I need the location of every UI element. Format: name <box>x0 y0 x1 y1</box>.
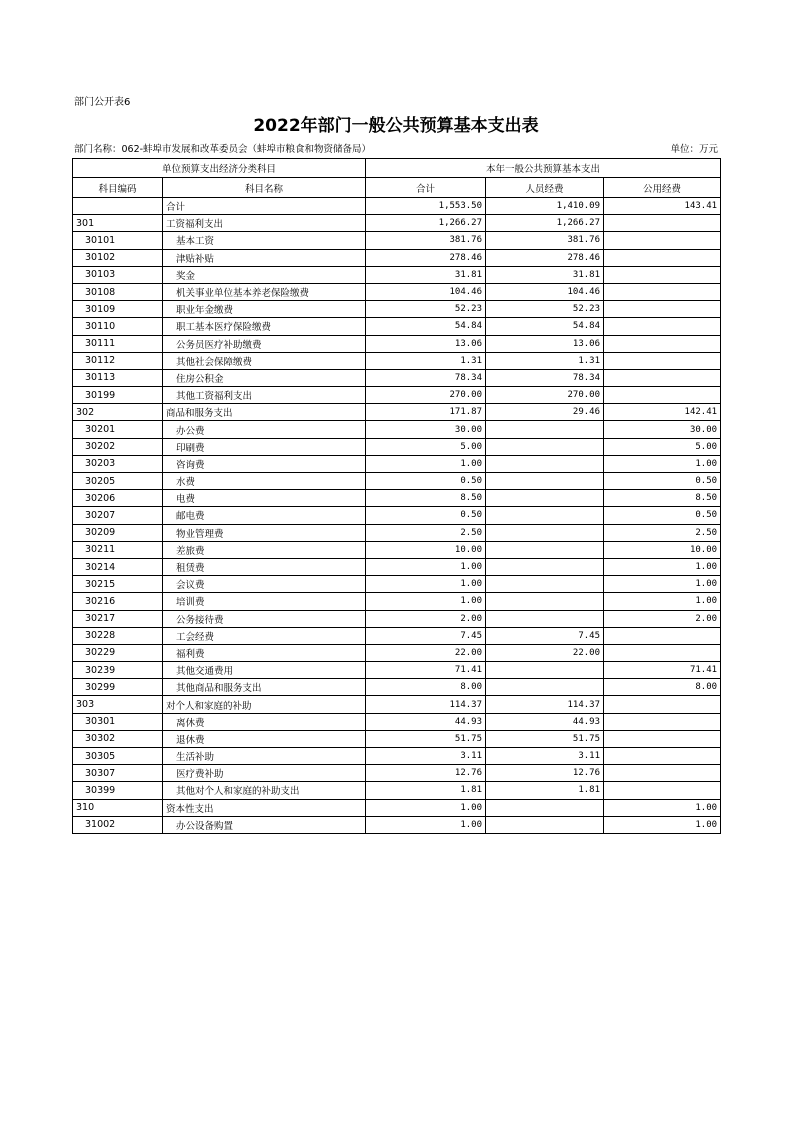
row-name: 福利费 <box>163 644 366 661</box>
row-public: 71.41 <box>604 662 721 679</box>
row-personnel: 51.75 <box>486 730 604 747</box>
column-header-total: 合计 <box>366 178 486 198</box>
row-personnel: 54.84 <box>486 318 604 335</box>
row-personnel <box>486 524 604 541</box>
row-personnel <box>486 490 604 507</box>
row-public <box>604 335 721 352</box>
table-row <box>73 748 721 765</box>
row-code: 30113 <box>73 369 163 386</box>
row-code: 301 <box>73 215 163 232</box>
table-row <box>73 421 721 438</box>
row-name: 邮电费 <box>163 507 366 524</box>
row-personnel <box>486 662 604 679</box>
row-name: 公务接待费 <box>163 610 366 627</box>
table-row <box>73 541 721 558</box>
row-public <box>604 765 721 782</box>
row-total: 13.06 <box>366 335 486 352</box>
table-row <box>73 679 721 696</box>
row-personnel: 114.37 <box>486 696 604 713</box>
row-public: 1.00 <box>604 816 721 833</box>
row-code: 30207 <box>73 507 163 524</box>
row-name: 资本性支出 <box>163 799 366 816</box>
row-code: 30110 <box>73 318 163 335</box>
row-name: 培训费 <box>163 593 366 610</box>
row-code: 31002 <box>73 816 163 833</box>
row-code: 30305 <box>73 748 163 765</box>
row-total: 1.00 <box>366 816 486 833</box>
table-row <box>73 593 721 610</box>
unit-label: 单位：万元 <box>670 144 718 155</box>
row-public <box>604 249 721 266</box>
table-row <box>73 249 721 266</box>
row-code: 30206 <box>73 490 163 507</box>
table-row <box>73 799 721 816</box>
row-public <box>604 232 721 249</box>
row-name: 工资福利支出 <box>163 215 366 232</box>
row-personnel: 22.00 <box>486 644 604 661</box>
row-code: 30228 <box>73 627 163 644</box>
row-personnel: 44.93 <box>486 713 604 730</box>
row-total: 278.46 <box>366 249 486 266</box>
row-total: 1.00 <box>366 799 486 816</box>
row-public: 30.00 <box>604 421 721 438</box>
table-row <box>73 507 721 524</box>
table-body <box>73 198 721 834</box>
row-code: 30111 <box>73 335 163 352</box>
table-row <box>73 369 721 386</box>
table-row <box>73 765 721 782</box>
row-total: 51.75 <box>366 730 486 747</box>
row-public <box>604 782 721 799</box>
row-public <box>604 301 721 318</box>
table-row <box>73 301 721 318</box>
row-total: 10.00 <box>366 541 486 558</box>
row-name: 咨询费 <box>163 455 366 472</box>
row-public: 142.41 <box>604 404 721 421</box>
row-total: 44.93 <box>366 713 486 730</box>
row-name: 职工基本医疗保险缴费 <box>163 318 366 335</box>
row-name: 其他对个人和家庭的补助支出 <box>163 782 366 799</box>
row-personnel: 13.06 <box>486 335 604 352</box>
row-name: 公务员医疗补助缴费 <box>163 335 366 352</box>
department-name: 部门名称：062-蚌埠市发展和改革委员会（蚌埠市粮食和物资储备局） <box>74 144 372 155</box>
table-row <box>73 455 721 472</box>
table-row <box>73 318 721 335</box>
row-total: 0.50 <box>366 507 486 524</box>
row-public <box>604 748 721 765</box>
row-public: 0.50 <box>604 473 721 490</box>
row-name: 会议费 <box>163 576 366 593</box>
row-code: 30214 <box>73 558 163 575</box>
row-name: 商品和服务支出 <box>163 404 366 421</box>
row-personnel: 278.46 <box>486 249 604 266</box>
row-personnel: 12.76 <box>486 765 604 782</box>
row-name: 其他工资福利支出 <box>163 387 366 404</box>
row-code: 30217 <box>73 610 163 627</box>
row-public: 2.00 <box>604 610 721 627</box>
row-code: 310 <box>73 799 163 816</box>
row-code: 30108 <box>73 283 163 300</box>
row-total: 171.87 <box>366 404 486 421</box>
row-public: 5.00 <box>604 438 721 455</box>
row-code: 30216 <box>73 593 163 610</box>
row-code: 30203 <box>73 455 163 472</box>
row-code <box>73 198 163 215</box>
row-personnel <box>486 455 604 472</box>
header-group-left: 单位预算支出经济分类科目 <box>73 159 366 178</box>
row-personnel <box>486 558 604 575</box>
row-total: 12.76 <box>366 765 486 782</box>
form-label: 部门公开表6 <box>74 97 131 108</box>
row-public <box>604 387 721 404</box>
row-code: 30307 <box>73 765 163 782</box>
row-name: 办公设备购置 <box>163 816 366 833</box>
table-row <box>73 558 721 575</box>
row-personnel: 1,410.09 <box>486 198 604 215</box>
row-code: 30209 <box>73 524 163 541</box>
row-public <box>604 215 721 232</box>
table-row <box>73 232 721 249</box>
table-row <box>73 730 721 747</box>
row-personnel: 270.00 <box>486 387 604 404</box>
row-total: 2.50 <box>366 524 486 541</box>
row-total: 1.00 <box>366 558 486 575</box>
row-name: 机关事业单位基本养老保险缴费 <box>163 283 366 300</box>
row-public: 0.50 <box>604 507 721 524</box>
row-total: 0.50 <box>366 473 486 490</box>
table-row <box>73 662 721 679</box>
header-group-row <box>73 159 721 178</box>
column-header-personnel: 人员经费 <box>486 178 604 198</box>
row-public: 1.00 <box>604 558 721 575</box>
row-name: 其他交通费用 <box>163 662 366 679</box>
row-total: 1,553.50 <box>366 198 486 215</box>
row-total: 381.76 <box>366 232 486 249</box>
row-name: 工会经费 <box>163 627 366 644</box>
row-public: 1.00 <box>604 799 721 816</box>
table-row <box>73 335 721 352</box>
row-name: 生活补助 <box>163 748 366 765</box>
row-personnel: 52.23 <box>486 301 604 318</box>
row-code: 30202 <box>73 438 163 455</box>
row-code: 30399 <box>73 782 163 799</box>
table-row <box>73 644 721 661</box>
row-total: 22.00 <box>366 644 486 661</box>
row-personnel: 7.45 <box>486 627 604 644</box>
row-public <box>604 266 721 283</box>
row-personnel: 381.76 <box>486 232 604 249</box>
row-code: 302 <box>73 404 163 421</box>
row-public: 143.41 <box>604 198 721 215</box>
row-name: 印刷费 <box>163 438 366 455</box>
row-code: 303 <box>73 696 163 713</box>
header-group-right: 本年一般公共预算基本支出 <box>366 159 721 178</box>
row-public: 10.00 <box>604 541 721 558</box>
row-name: 职业年金缴费 <box>163 301 366 318</box>
row-public: 1.00 <box>604 576 721 593</box>
row-total: 30.00 <box>366 421 486 438</box>
row-name: 住房公积金 <box>163 369 366 386</box>
table-row <box>73 438 721 455</box>
row-code: 30302 <box>73 730 163 747</box>
row-code: 30112 <box>73 352 163 369</box>
row-name: 水费 <box>163 473 366 490</box>
table-row <box>73 627 721 644</box>
row-code: 30215 <box>73 576 163 593</box>
row-name: 津贴补贴 <box>163 249 366 266</box>
row-personnel <box>486 679 604 696</box>
row-public: 8.00 <box>604 679 721 696</box>
row-total: 8.50 <box>366 490 486 507</box>
row-name: 退休费 <box>163 730 366 747</box>
row-personnel: 78.34 <box>486 369 604 386</box>
row-personnel: 1.31 <box>486 352 604 369</box>
row-code: 30205 <box>73 473 163 490</box>
row-personnel <box>486 610 604 627</box>
row-total: 1.00 <box>366 455 486 472</box>
row-public <box>604 644 721 661</box>
row-personnel <box>486 541 604 558</box>
budget-table <box>72 158 721 834</box>
row-public <box>604 730 721 747</box>
row-total: 114.37 <box>366 696 486 713</box>
row-personnel <box>486 507 604 524</box>
row-public <box>604 713 721 730</box>
row-code: 30101 <box>73 232 163 249</box>
table-row <box>73 352 721 369</box>
row-public: 2.50 <box>604 524 721 541</box>
row-code: 30201 <box>73 421 163 438</box>
row-code: 30229 <box>73 644 163 661</box>
row-total: 1.00 <box>366 576 486 593</box>
row-public <box>604 369 721 386</box>
row-personnel: 1.81 <box>486 782 604 799</box>
row-personnel <box>486 799 604 816</box>
row-personnel: 3.11 <box>486 748 604 765</box>
row-total: 1.00 <box>366 593 486 610</box>
row-code: 30239 <box>73 662 163 679</box>
row-public: 1.00 <box>604 593 721 610</box>
row-total: 5.00 <box>366 438 486 455</box>
row-personnel: 31.81 <box>486 266 604 283</box>
row-public <box>604 283 721 300</box>
table-row <box>73 404 721 421</box>
row-code: 30102 <box>73 249 163 266</box>
table-row <box>73 782 721 799</box>
row-public <box>604 318 721 335</box>
row-total: 1.31 <box>366 352 486 369</box>
table-row <box>73 283 721 300</box>
table-row <box>73 696 721 713</box>
row-personnel <box>486 816 604 833</box>
table-row <box>73 473 721 490</box>
table-row <box>73 198 721 215</box>
row-personnel <box>486 593 604 610</box>
table-row <box>73 524 721 541</box>
row-total: 104.46 <box>366 283 486 300</box>
row-total: 52.23 <box>366 301 486 318</box>
row-total: 1,266.27 <box>366 215 486 232</box>
row-public: 8.50 <box>604 490 721 507</box>
row-total: 7.45 <box>366 627 486 644</box>
page-title: 2022年部门一般公共预算基本支出表 <box>253 116 539 136</box>
row-personnel: 1,266.27 <box>486 215 604 232</box>
table-row <box>73 266 721 283</box>
row-total: 31.81 <box>366 266 486 283</box>
row-name: 合计 <box>163 198 366 215</box>
row-personnel <box>486 421 604 438</box>
row-code: 30211 <box>73 541 163 558</box>
table-row <box>73 576 721 593</box>
row-name: 办公费 <box>163 421 366 438</box>
row-name: 其他商品和服务支出 <box>163 679 366 696</box>
row-code: 30103 <box>73 266 163 283</box>
row-total: 1.81 <box>366 782 486 799</box>
row-public <box>604 352 721 369</box>
row-name: 其他社会保障缴费 <box>163 352 366 369</box>
row-total: 270.00 <box>366 387 486 404</box>
row-name: 离休费 <box>163 713 366 730</box>
table-row <box>73 610 721 627</box>
table-row <box>73 713 721 730</box>
column-header-name: 科目名称 <box>163 178 366 198</box>
column-header-public: 公用经费 <box>604 178 721 198</box>
row-name: 电费 <box>163 490 366 507</box>
row-public <box>604 696 721 713</box>
row-personnel <box>486 576 604 593</box>
row-total: 3.11 <box>366 748 486 765</box>
row-name: 租赁费 <box>163 558 366 575</box>
row-name: 医疗费补助 <box>163 765 366 782</box>
row-total: 2.00 <box>366 610 486 627</box>
row-total: 54.84 <box>366 318 486 335</box>
header-column-row <box>73 178 721 198</box>
row-name: 基本工资 <box>163 232 366 249</box>
row-personnel: 29.46 <box>486 404 604 421</box>
row-public: 1.00 <box>604 455 721 472</box>
row-total: 71.41 <box>366 662 486 679</box>
row-total: 78.34 <box>366 369 486 386</box>
row-code: 30109 <box>73 301 163 318</box>
row-total: 8.00 <box>366 679 486 696</box>
column-header-code: 科目编码 <box>73 178 163 198</box>
table-row <box>73 387 721 404</box>
table-row <box>73 215 721 232</box>
table-row <box>73 816 721 833</box>
row-code: 30199 <box>73 387 163 404</box>
row-name: 差旅费 <box>163 541 366 558</box>
row-public <box>604 627 721 644</box>
row-personnel: 104.46 <box>486 283 604 300</box>
row-name: 对个人和家庭的补助 <box>163 696 366 713</box>
row-code: 30301 <box>73 713 163 730</box>
row-name: 奖金 <box>163 266 366 283</box>
table-row <box>73 490 721 507</box>
row-code: 30299 <box>73 679 163 696</box>
row-personnel <box>486 438 604 455</box>
row-name: 物业管理费 <box>163 524 366 541</box>
row-personnel <box>486 473 604 490</box>
